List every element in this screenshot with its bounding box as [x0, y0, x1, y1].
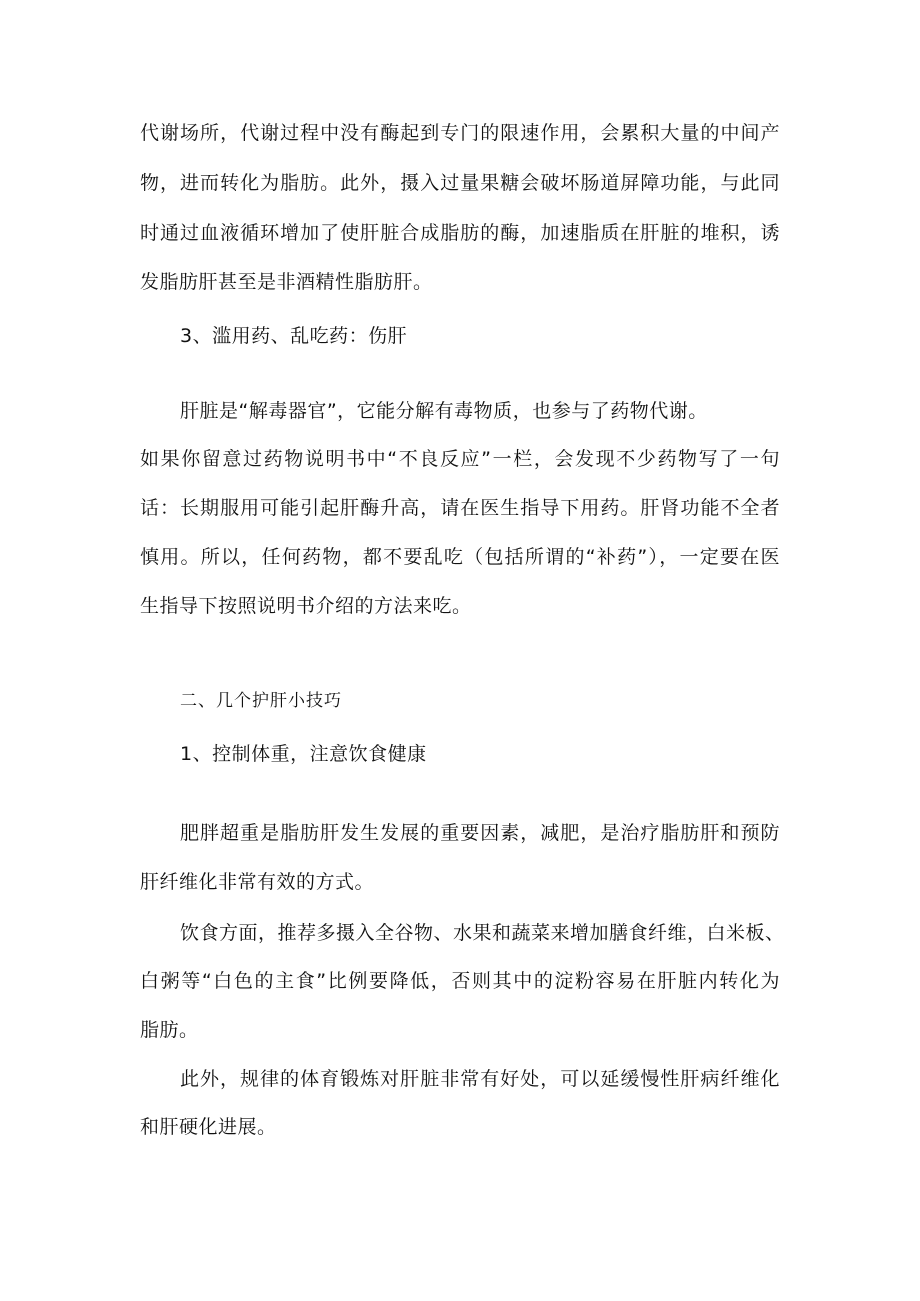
subheading: 3、滥用药、乱吃药：伤肝	[180, 325, 408, 347]
paragraph-line: 生指导下按照说明书介绍的方法来吃。	[140, 595, 472, 617]
paragraph-line: 此外，规律的体育锻炼对肝脏非常有好处，可以延缓慢性肝病纤维化	[180, 1068, 780, 1090]
paragraph-line: 如果你留意过药物说明书中“不良反应”一栏，会发现不少药物写了一句	[140, 448, 780, 470]
paragraph-line: 饮食方面，推荐多摄入全谷物、水果和蔬菜来增加膳食纤维，白米板、	[180, 922, 785, 944]
paragraph-line: 时通过血液循环增加了使肝脏合成脂肪的酶，加速脂质在肝脏的堆积，诱	[140, 222, 780, 244]
paragraph-line: 发脂肪肝甚至是非酒精性脂肪肝。	[140, 271, 433, 293]
paragraph-line: 慎用。所以，任何药物，都不要乱吃（包括所谓的“补药”），一定要在医	[140, 546, 780, 568]
paragraph-line: 话：长期服用可能引起肝酶升高，请在医生指导下用药。肝肾功能不全者	[140, 497, 780, 519]
paragraph-line: 肝脏是“解毒器官”，它能分解有毒物质，也参与了药物代谢。	[180, 400, 708, 422]
paragraph-line: 脂肪。	[140, 1019, 199, 1041]
paragraph-line: 和肝硬化进展。	[140, 1116, 277, 1138]
paragraph-line: 物，进而转化为脂肪。此外，摄入过量果糖会破坏肠道屏障功能，与此同	[140, 172, 780, 194]
paragraph-line: 肝纤维化非常有效的方式。	[140, 871, 375, 893]
paragraph-line: 肥胖超重是脂肪肝发生发展的重要因素，减肥，是治疗脂肪肝和预防	[180, 822, 780, 844]
paragraph-line: 代谢场所，代谢过程中没有酶起到专门的限速作用，会累积大量的中间产	[140, 122, 780, 144]
section-heading: 二、几个护肝小技巧	[180, 691, 342, 711]
paragraph-line: 白粥等“白色的主食”比例要降低，否则其中的淀粉容易在肝脏内转化为	[140, 970, 780, 992]
subheading: 1、控制体重，注意饮食健康	[180, 743, 427, 765]
